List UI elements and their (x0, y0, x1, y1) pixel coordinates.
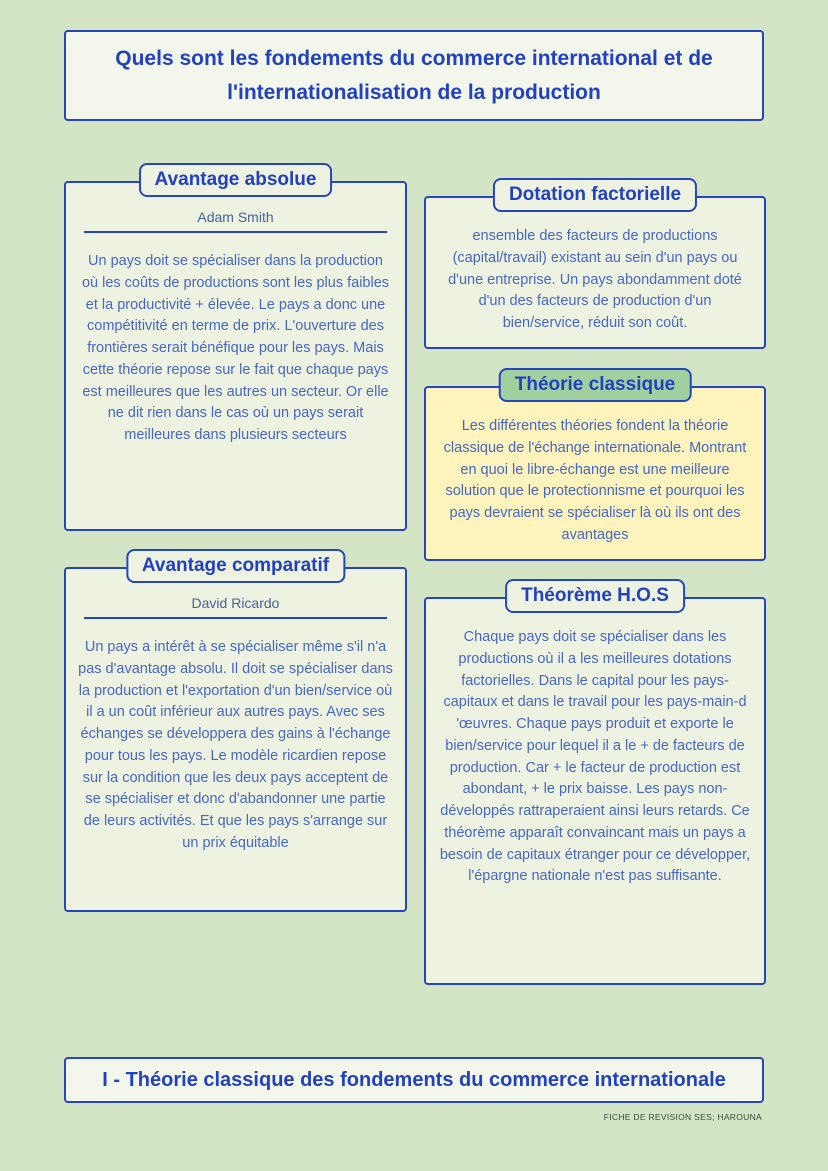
page-title-text: Quels sont les fondements du commerce international et de l'internationalisation de la production (115, 47, 713, 104)
card-theoreme-hos-title: Théorème H.O.S (505, 579, 685, 613)
card-avantage-comparatif-title: Avantage comparatif (126, 549, 345, 583)
card-theoreme-hos (424, 585, 766, 985)
card-dotation-factorielle-title: Dotation factorielle (493, 178, 697, 212)
section-banner (64, 1057, 764, 1103)
card-dotation-factorielle-body: ensemble des facteurs de productions (capital/travail) existant au sein d'un pays ou d'une entreprise. Un pays abondamment doté d'un des facteurs de production d'un bien/service, réduit son coût. (448, 228, 742, 331)
section-banner-text: I - Théorie classique des fondements du commerce internationale (102, 1068, 726, 1091)
author-underline (84, 231, 387, 233)
card-avantage-absolue-title: Avantage absolue (139, 163, 333, 197)
card-avantage-comparatif (64, 555, 407, 912)
card-theorie-classique (424, 374, 766, 561)
page-title (64, 30, 764, 121)
author-underline (84, 617, 387, 619)
card-dotation-factorielle (424, 184, 766, 349)
card-avantage-absolue (64, 169, 407, 531)
card-theoreme-hos-body: Chaque pays doit se spécialiser dans les productions où il a les meilleures dotations factorielles. Dans le capital pour les pays-capitaux et dans le travail pour les pays-main-d 'œuvres. Chaque pays produit et exporte le bien/service pour lequel il a le + de facteurs de production. Car + le facteur de production est abondant, + le prix baisse. Les pays non-développés rattraperaient ainsi leurs retards. Ce théorème apparaît convaincant mais un pays a besoin de capitaux étranger pour ce développer, l'épargne nationale n'est pas suffisante. (439, 629, 751, 885)
card-theorie-classique-title: Théorie classique (499, 368, 692, 402)
card-avantage-absolue-author: Adam Smith (197, 209, 274, 225)
card-avantage-comparatif-body: Un pays a intérêt à se spécialiser même s'il n'a pas d'avantage absolu. Il doit se spécialiser dans la production et l'exportation d'un bien/service où il a un coût inférieur aux autres pays. Avec ses échanges se développera des gains à l'échange pour tous les pays. Le modèle ricardien repose sur la condition que les deux pays acceptent de se spécialiser et donc d'abandonner une partie de leurs activités. Et que les pays s'arrange sur un prix équitable (78, 639, 393, 851)
card-theorie-classique-body: Les différentes théories fondent la théorie classique de l'échange internationale. Montrant en quoi le libre-échange est une meilleure solution que le protectionnisme et pourquoi les pays devraient se spécialiser là où ils ont des avantages (443, 418, 747, 543)
card-avantage-comparatif-author: David Ricardo (191, 595, 280, 611)
card-avantage-absolue-body: Un pays doit se spécialiser dans la production où les coûts de productions sont les plus faibles et la productivité + élevée. Le pays a donc une compétitivité en terme de prix. L'ouverture des frontières serait bénéfique pour les pays. Mais cette théorie repose sur le fait que chaque pays est meilleures que les autres un secteur. Or elle ne dit rien dans le cas où un pays serait meilleures dans plusieurs secteurs (81, 253, 390, 443)
credit-text: FICHE DE REVISION SES; HAROUNA (603, 1112, 762, 1122)
